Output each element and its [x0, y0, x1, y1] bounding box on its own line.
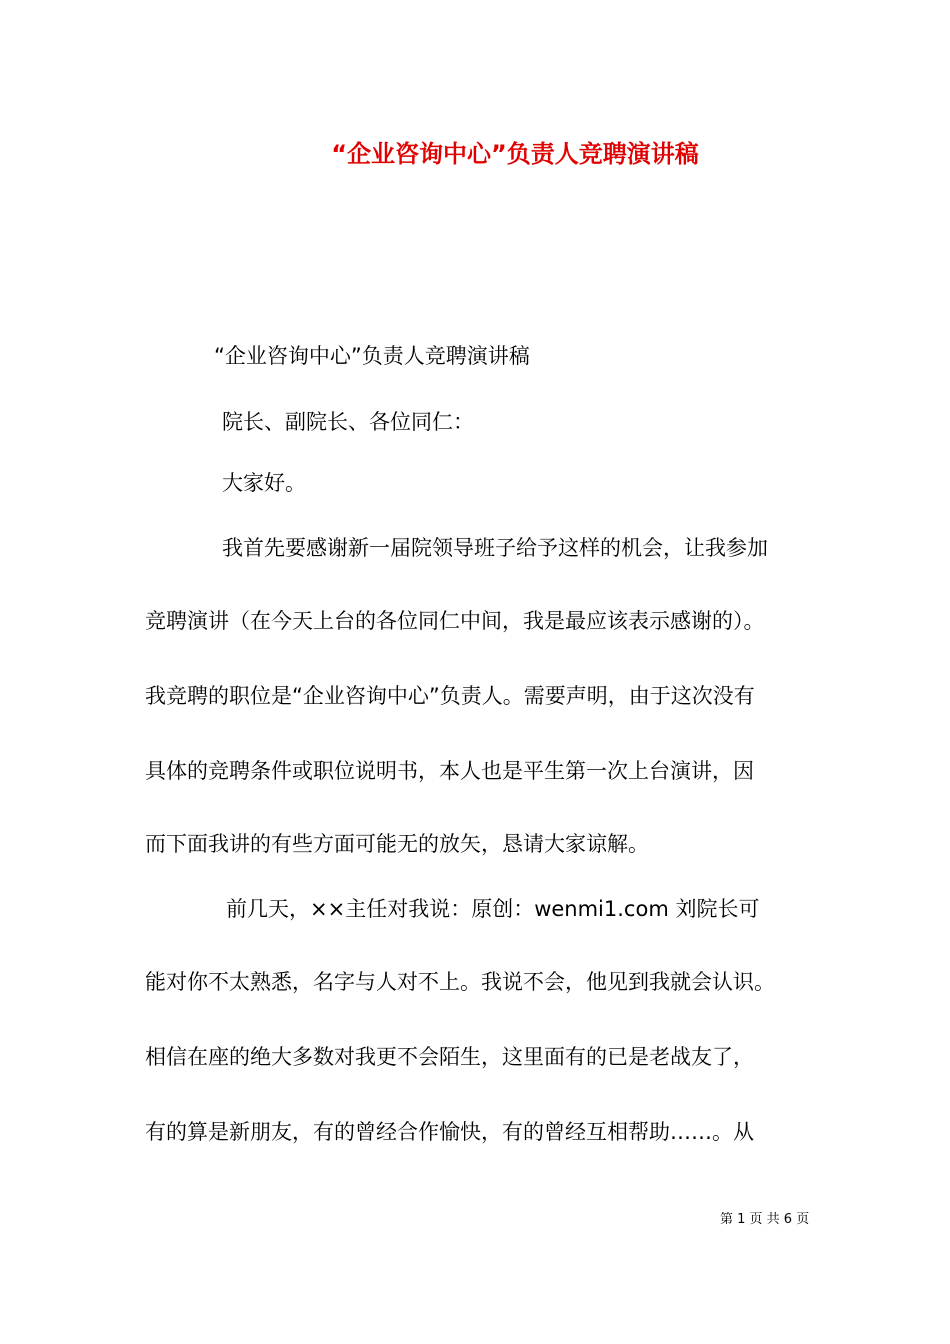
paragraph-line: 前几天，××主任对我说：原创：wenmi1.com 刘院长可	[226, 897, 760, 921]
paragraph-line: 具体的竞聘条件或职位说明书，本人也是平生第一次上台演讲，因	[145, 759, 754, 783]
salutation-line: 院长、副院长、各位同仁：	[222, 410, 474, 434]
greeting-line: 大家好。	[222, 471, 306, 495]
paragraph-line: 能对你不太熟悉，名字与人对不上。我说不会，他见到我就会认识。	[145, 970, 775, 994]
subtitle-line: “企业咨询中心”负责人竞聘演讲稿	[214, 344, 530, 368]
paragraph-line: 我首先要感谢新一届院领导班子给予这样的机会，让我参加	[222, 536, 768, 560]
paragraph-line: 有的算是新朋友，有的曾经合作愉快，有的曾经互相帮助……。从	[145, 1120, 754, 1144]
paragraph-line: 我竞聘的职位是“企业咨询中心”负责人。需要声明，由于这次没有	[145, 684, 755, 708]
paragraph-line: 相信在座的绝大多数对我更不会陌生，这里面有的已是老战友了，	[145, 1045, 754, 1069]
paragraph-line: 竞聘演讲（在今天上台的各位同仁中间，我是最应该表示感谢的）。	[145, 609, 765, 633]
paragraph-line: 而下面我讲的有些方面可能无的放矢，恳请大家谅解。	[145, 832, 649, 856]
document-title: “企业咨询中心”负责人竞聘演讲稿	[331, 140, 699, 168]
page-indicator: 第 1 页 共 6 页	[720, 1212, 810, 1227]
